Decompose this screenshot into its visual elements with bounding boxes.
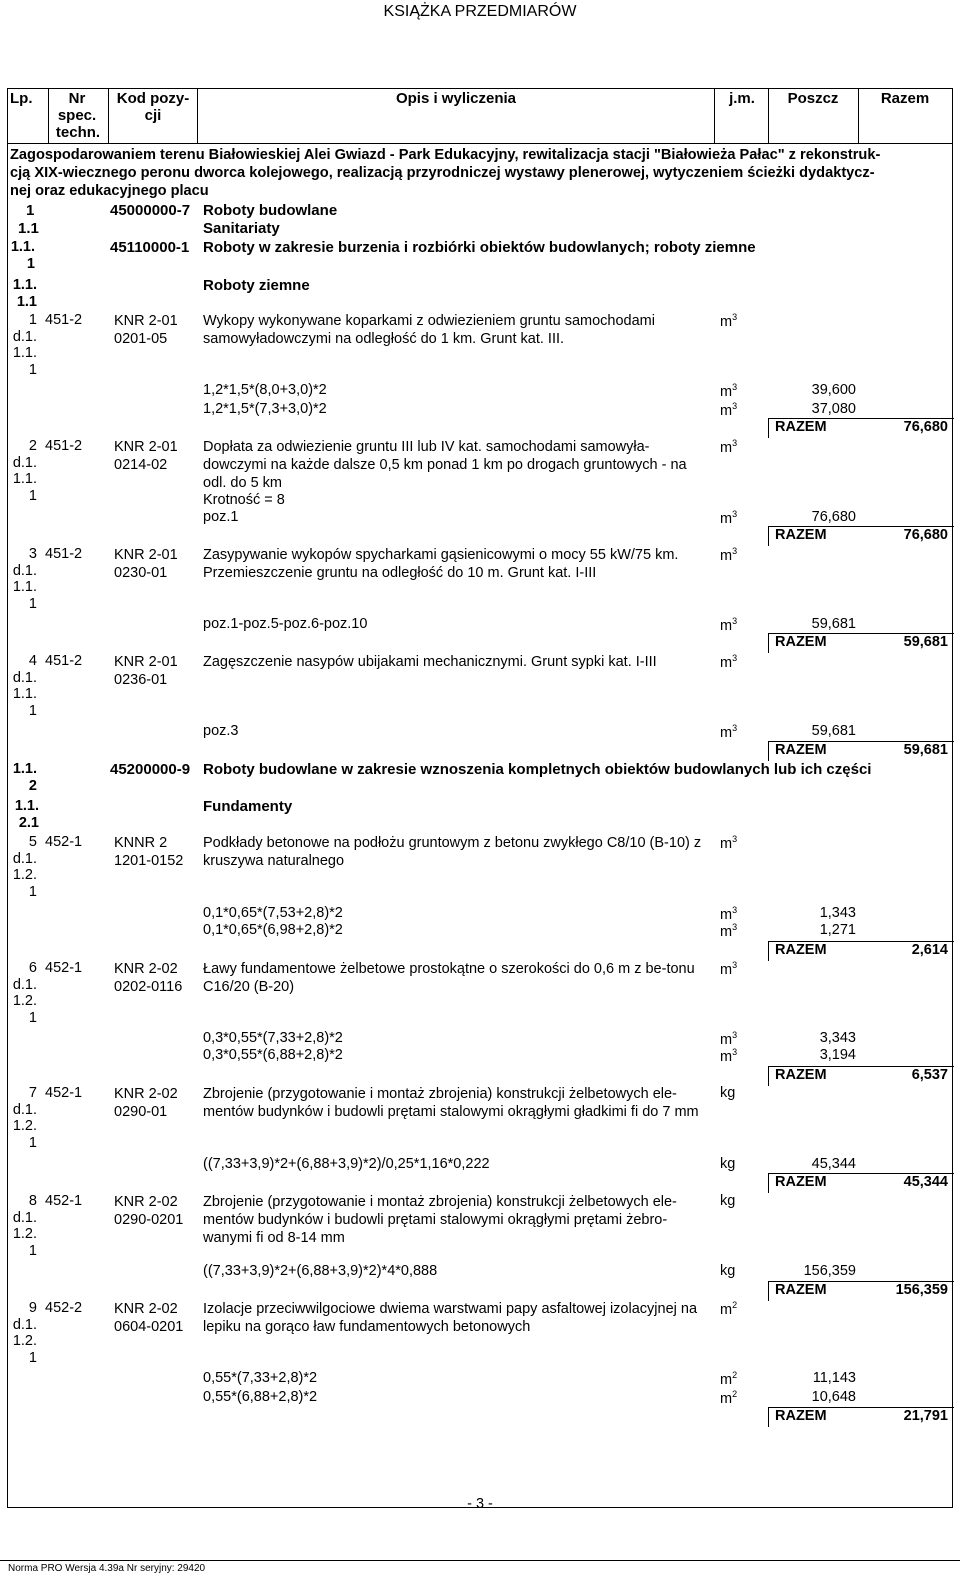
item-unit: $m^3$: [720, 546, 738, 564]
col-header-jm: j.m.: [729, 90, 755, 107]
calc-unit: $m^3$: [720, 616, 738, 634]
col-divider: [48, 88, 49, 143]
item-lp: 4 d.1. 1.1. 1: [12, 653, 37, 719]
item-description: Izolacje przeciwwilgociowe dwiema warstwami papy asfaltowej izolacyjnej na lepiku na gorąco ław fundamentowych betonowych: [203, 1301, 698, 1335]
calc-unit: kg: [720, 1156, 736, 1172]
calc-line: 0,55*(6,88+2,8)*2: [203, 1389, 318, 1405]
calc-unit: $m^3$: [720, 509, 738, 527]
calc-line: ((7,33+3,9)*2+(6,88+3,9)*2)*4*0,888: [203, 1263, 438, 1279]
calc-unit: $m^3$: [720, 922, 738, 940]
item-unit: $m^3$: [720, 960, 738, 978]
calc-value: 10,648: [811, 1389, 856, 1405]
item-lp: 2 d.1. 1.1. 1: [12, 438, 37, 504]
calc-line: 0,3*0,55*(7,33+2,8)*2: [203, 1030, 343, 1046]
razem-value: 59,681: [903, 634, 948, 650]
item-lp: 8 d.1. 1.2. 1: [12, 1193, 37, 1259]
project-title-line3: nej oraz edukacyjnego placu: [10, 183, 209, 199]
calc-value: 3,343: [819, 1030, 856, 1046]
item-code: KNNR 2 1201-0152: [114, 835, 184, 869]
col-header-opis: Opis i wyliczenia: [395, 90, 517, 107]
section-title: Roboty budowlane: [203, 202, 338, 219]
col-header-kod-2: cji: [144, 107, 162, 124]
item-code: KNR 2-02 0202-0116: [114, 961, 183, 995]
calc-value: 156,359: [803, 1263, 856, 1279]
calc-line: poz.1-poz.5-poz.6-poz.10: [203, 616, 368, 632]
section-title: Roboty w zakresie burzenia i rozbiórki obiektów budowlanych; roboty ziemne: [203, 239, 756, 256]
section-number: 1: [26, 202, 35, 219]
calc-line: 1,2*1,5*(8,0+3,0)*2: [203, 382, 327, 398]
item-unit: $m^3$: [720, 312, 738, 330]
item-spec: 452-1: [45, 834, 83, 850]
project-title-line1: Zagospodarowaniem terenu Białowieskiej Alei Gwiazd - Park Edukacyjny, rewitalizacja stacji "Białowieża Pałac" z rekonstruk-: [10, 147, 881, 163]
calc-value: 1,271: [819, 922, 856, 938]
item-spec: 451-2: [45, 653, 83, 669]
item-lp: 7 d.1. 1.2. 1: [12, 1085, 37, 1151]
section-title: Fundamenty: [203, 798, 293, 815]
calc-unit: $m^3$: [720, 905, 738, 923]
razem-value: 45,344: [903, 1174, 948, 1190]
col-header-kod: Kod pozy-: [116, 90, 190, 107]
razem-label: RAZEM: [775, 1067, 827, 1083]
section-code: 45200000-9: [110, 761, 191, 778]
calc-value: 3,194: [819, 1047, 856, 1063]
footer-text: Norma PRO Wersja 4.39a Nr seryjny: 29420: [8, 1563, 206, 1574]
calc-line: 0,1*0,65*(6,98+2,8)*2: [203, 922, 343, 938]
razem-label: RAZEM: [775, 527, 827, 543]
col-divider: [197, 88, 198, 143]
item-unit: $m^3$: [720, 653, 738, 671]
item-lp: 9 d.1. 1.2. 1: [12, 1300, 37, 1366]
item-lp: 5 d.1. 1.2. 1: [12, 834, 37, 900]
calc-line: 0,55*(7,33+2,8)*2: [203, 1370, 318, 1386]
calc-value: 39,600: [811, 382, 856, 398]
item-unit: kg: [720, 1193, 736, 1209]
col-header-razem: Razem: [880, 90, 930, 107]
calc-line: 1,2*1,5*(7,3+3,0)*2: [203, 401, 327, 417]
section-number: 1.1. 2.1: [14, 798, 39, 831]
calc-value: 59,681: [811, 723, 856, 739]
col-header-lp: Lp.: [10, 90, 33, 107]
project-title-line2: cją XIX-wiecznego peronu dworca kolejowego, realizacją przyrodniczej wystawy plenerowej, wytyczeniem ścieżki dydaktycz-: [10, 165, 875, 181]
section-title: Sanitariaty: [203, 220, 280, 237]
calc-value: 45,344: [811, 1156, 856, 1172]
razem-value: 6,537: [911, 1067, 948, 1083]
calc-line: 0,1*0,65*(7,53+2,8)*2: [203, 905, 343, 921]
razem-value: 76,680: [903, 527, 948, 543]
razem-value: 21,791: [903, 1408, 948, 1424]
item-spec: 452-1: [45, 960, 83, 976]
item-description: Wykopy wykonywane koparkami z odwiezieniem gruntu samochodami samowyładowczymi na odległość do 1 km. Grunt kat. III.: [203, 313, 655, 347]
razem-label: RAZEM: [775, 742, 827, 758]
item-code: KNR 2-01 0201-05: [114, 313, 178, 347]
header-divider: [7, 143, 953, 144]
item-code: KNR 2-02 0290-0201: [114, 1194, 184, 1228]
section-title: Roboty ziemne: [203, 277, 310, 294]
calc-unit: $m^3$: [720, 1030, 738, 1048]
item-lp: 6 d.1. 1.2. 1: [12, 960, 37, 1026]
calc-unit: kg: [720, 1263, 736, 1279]
calc-unit: $m^2$: [720, 1370, 738, 1388]
item-lp: 3 d.1. 1.1. 1: [12, 546, 37, 612]
section-title: Roboty budowlane w zakresie wznoszenia kompletnych obiektów budowlanych lub ich części: [203, 761, 872, 778]
item-spec: 451-2: [45, 438, 83, 454]
item-unit: $m^3$: [720, 438, 738, 456]
col-header-nr-3: techn.: [55, 124, 101, 141]
section-code: 45110000-1: [110, 239, 190, 256]
razem-value: 2,614: [911, 942, 948, 958]
page-number: - 3 -: [467, 1496, 493, 1512]
item-unit: $m^3$: [720, 834, 738, 852]
item-description: Dopłata za odwiezienie gruntu III lub IV kat. samochodami samowyła-dowczymi na każde dalsze 0,5 km ponad 1 km po drogach gruntowych - na odl. do 5 km: [203, 439, 687, 491]
item-code: KNR 2-01 0214-02: [114, 439, 178, 473]
col-divider: [858, 88, 859, 143]
item-description: Zbrojenie (przygotowanie i montaż zbrojenia) konstrukcji żelbetowych ele-mentów budynków i budowli prętami stalowymi okrągłymi prętami żebro-wanymi fi od 8-14 mm: [203, 1194, 677, 1246]
item-description: Zagęszczenie nasypów ubijakami mechanicznymi. Grunt sypki kat. I-III: [203, 654, 657, 670]
razem-label: RAZEM: [775, 419, 827, 435]
item-spec: 451-2: [45, 546, 83, 562]
calc-value: 37,080: [811, 401, 856, 417]
razem-value: 156,359: [895, 1282, 948, 1298]
item-code: KNR 2-02 0604-0201: [114, 1301, 184, 1335]
item-spec: 452-2: [45, 1300, 83, 1316]
razem-value: 59,681: [903, 742, 948, 758]
razem-label: RAZEM: [775, 1408, 827, 1424]
calc-unit: $m^3$: [720, 1047, 738, 1065]
calc-unit: $m^3$: [720, 382, 738, 400]
razem-label: RAZEM: [775, 942, 827, 958]
col-divider: [714, 88, 715, 143]
col-header-poszcz: Poszcz: [787, 90, 839, 107]
item-code: KNR 2-01 0230-01: [114, 547, 178, 581]
item-code: KNR 2-01 0236-01: [114, 654, 178, 688]
razem-label: RAZEM: [775, 1282, 827, 1298]
item-code: KNR 2-02 0290-01: [114, 1086, 178, 1120]
item-spec: 451-2: [45, 312, 83, 328]
calc-value: 76,680: [811, 509, 856, 525]
calc-unit: $m^2$: [720, 1389, 738, 1407]
calc-line: 0,3*0,55*(6,88+2,8)*2: [203, 1047, 343, 1063]
item-spec: 452-1: [45, 1193, 83, 1209]
calc-line: ((7,33+3,9)*2+(6,88+3,9)*2)/0,25*1,16*0,222: [203, 1156, 490, 1172]
section-number: 1.1. 2: [12, 761, 37, 794]
section-number: 1.1: [18, 220, 39, 237]
calc-value: 11,143: [812, 1370, 856, 1386]
calc-line: poz.3: [203, 723, 239, 739]
calc-value: 59,681: [811, 616, 856, 632]
document-title: KSIĄŻKA PRZEDMIARÓW: [383, 3, 577, 20]
col-header-nr: Nr: [68, 90, 86, 107]
item-description: Zbrojenie (przygotowanie i montaż zbrojenia) konstrukcji żelbetowych ele-mentów budynków i budowli prętami stalowymi okrągłymi gładkimi fi do 7 mm: [203, 1086, 699, 1120]
item-description: Zasypywanie wykopów spycharkami gąsienicowymi o mocy 55 kW/75 km. Przemieszczenie gruntu na odległość do 10 m. Grunt kat. I-III: [203, 547, 679, 581]
col-header-nr-2: spec.: [57, 107, 97, 124]
section-code: 45000000-7: [110, 202, 191, 219]
item-description: Podkłady betonowe na podłożu gruntowym z betonu zwykłego C8/10 (B-10) z kruszywa naturalnego: [203, 835, 702, 869]
footer-divider: [0, 1560, 960, 1561]
razem-label: RAZEM: [775, 634, 827, 650]
calc-line: poz.1: [203, 509, 239, 525]
col-divider: [108, 88, 109, 143]
item-multiplier: Krotność = 8: [203, 492, 285, 508]
razem-value: 76,680: [903, 419, 948, 435]
item-unit: $m^2$: [720, 1300, 738, 1318]
col-divider: [768, 88, 769, 143]
item-description: Ławy fundamentowe żelbetowe prostokątne o szerokości do 0,6 m z be-tonu C16/20 (B-20): [203, 961, 695, 995]
item-lp: 1 d.1. 1.1. 1: [12, 312, 37, 378]
item-unit: kg: [720, 1085, 736, 1101]
item-spec: 452-1: [45, 1085, 83, 1101]
calc-unit: $m^3$: [720, 723, 738, 741]
section-number: 1.1. 1.1: [12, 277, 37, 310]
calc-unit: $m^3$: [720, 401, 738, 419]
razem-label: RAZEM: [775, 1174, 827, 1190]
section-number: 1.1. 1: [10, 239, 35, 272]
calc-value: 1,343: [819, 905, 856, 921]
